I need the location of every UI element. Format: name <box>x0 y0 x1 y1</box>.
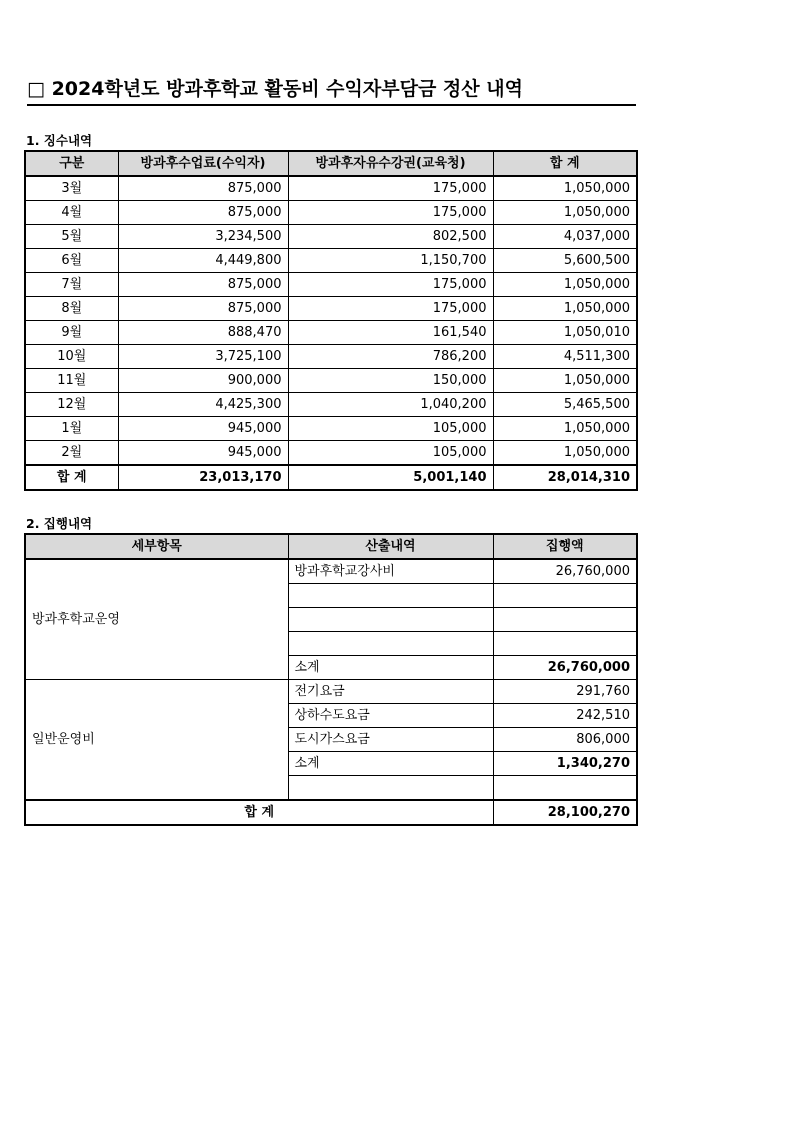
sum-cell: 5,600,500 <box>493 249 637 273</box>
calculation-cell <box>288 632 493 656</box>
voucher-cell: 175,000 <box>288 201 493 225</box>
header-tuition: 방과후수업료(수익자) <box>118 151 288 176</box>
tuition-cell: 945,000 <box>118 441 288 466</box>
voucher-cell: 150,000 <box>288 369 493 393</box>
table-row <box>25 417 637 441</box>
tuition-cell: 875,000 <box>118 176 288 201</box>
voucher-cell: 1,040,200 <box>288 393 493 417</box>
tuition-cell: 875,000 <box>118 273 288 297</box>
calculation-cell: 소계 <box>288 752 493 776</box>
execution-table <box>24 533 638 826</box>
month-cell: 6월 <box>25 249 118 273</box>
month-cell: 4월 <box>25 201 118 225</box>
tuition-cell: 875,000 <box>118 297 288 321</box>
header-detail-item: 세부항목 <box>25 534 288 559</box>
amount-cell: 26,760,000 <box>493 559 637 584</box>
tuition-cell: 4,449,800 <box>118 249 288 273</box>
tuition-cell: 945,000 <box>118 417 288 441</box>
header-sum: 합 계 <box>493 151 637 176</box>
total-label: 합 계 <box>25 800 493 825</box>
voucher-cell: 175,000 <box>288 176 493 201</box>
calculation-cell: 도시가스요금 <box>288 728 493 752</box>
total-sum: 28,014,310 <box>493 465 637 490</box>
tuition-cell: 3,725,100 <box>118 345 288 369</box>
header-category: 구분 <box>25 151 118 176</box>
amount-cell <box>493 776 637 801</box>
total-amount: 28,100,270 <box>493 800 637 825</box>
tuition-cell: 3,234,500 <box>118 225 288 249</box>
voucher-cell: 786,200 <box>288 345 493 369</box>
sum-cell: 1,050,000 <box>493 417 637 441</box>
table-row <box>25 225 637 249</box>
sum-cell: 5,465,500 <box>493 393 637 417</box>
table-row <box>25 176 637 201</box>
voucher-cell: 175,000 <box>288 297 493 321</box>
header-amount: 집행액 <box>493 534 637 559</box>
voucher-cell: 161,540 <box>288 321 493 345</box>
tuition-cell: 875,000 <box>118 201 288 225</box>
table-row <box>25 249 637 273</box>
table-row <box>25 201 637 225</box>
calculation-cell <box>288 608 493 632</box>
tuition-cell: 888,470 <box>118 321 288 345</box>
table-row <box>25 393 637 417</box>
month-cell: 3월 <box>25 176 118 201</box>
voucher-cell: 175,000 <box>288 273 493 297</box>
calculation-cell <box>288 776 493 801</box>
month-cell: 9월 <box>25 321 118 345</box>
calculation-cell: 소계 <box>288 656 493 680</box>
category-cell: 방과후학교운영 <box>25 559 288 680</box>
amount-cell: 26,760,000 <box>493 656 637 680</box>
sum-cell: 1,050,000 <box>493 273 637 297</box>
category-cell: 일반운영비 <box>25 680 288 801</box>
sum-cell: 1,050,000 <box>493 441 637 466</box>
collection-table <box>24 150 638 491</box>
page-title: □ 2024학년도 방과후학교 활동비 수익자부담금 정산 내역 <box>27 74 636 106</box>
total-voucher: 5,001,140 <box>288 465 493 490</box>
table-row <box>25 345 637 369</box>
collection-header-row <box>25 151 637 176</box>
table-row <box>25 297 637 321</box>
collection-total-row <box>25 465 637 490</box>
sum-cell: 1,050,000 <box>493 369 637 393</box>
calculation-cell: 전기요금 <box>288 680 493 704</box>
month-cell: 11월 <box>25 369 118 393</box>
sum-cell: 4,511,300 <box>493 345 637 369</box>
voucher-cell: 105,000 <box>288 417 493 441</box>
month-cell: 8월 <box>25 297 118 321</box>
voucher-cell: 105,000 <box>288 441 493 466</box>
amount-cell: 806,000 <box>493 728 637 752</box>
table-row <box>25 273 637 297</box>
tuition-cell: 4,425,300 <box>118 393 288 417</box>
voucher-cell: 802,500 <box>288 225 493 249</box>
table-row <box>25 680 637 704</box>
month-cell: 2월 <box>25 441 118 466</box>
calculation-cell: 방과후학교강사비 <box>288 559 493 584</box>
calculation-cell: 상하수도요금 <box>288 704 493 728</box>
amount-cell <box>493 632 637 656</box>
month-cell: 10월 <box>25 345 118 369</box>
voucher-cell: 1,150,700 <box>288 249 493 273</box>
total-label: 합 계 <box>25 465 118 490</box>
execution-section-title: 2. 집행내역 <box>26 516 93 531</box>
sum-cell: 1,050,000 <box>493 201 637 225</box>
table-row <box>25 441 637 466</box>
sum-cell: 1,050,000 <box>493 297 637 321</box>
month-cell: 7월 <box>25 273 118 297</box>
execution-total-row <box>25 800 637 825</box>
amount-cell: 1,340,270 <box>493 752 637 776</box>
table-row <box>25 369 637 393</box>
collection-section-title: 1. 징수내역 <box>26 133 93 148</box>
execution-header-row <box>25 534 637 559</box>
sum-cell: 4,037,000 <box>493 225 637 249</box>
tuition-cell: 900,000 <box>118 369 288 393</box>
amount-cell: 291,760 <box>493 680 637 704</box>
month-cell: 12월 <box>25 393 118 417</box>
sum-cell: 1,050,000 <box>493 176 637 201</box>
table-row <box>25 321 637 345</box>
amount-cell <box>493 608 637 632</box>
month-cell: 5월 <box>25 225 118 249</box>
amount-cell: 242,510 <box>493 704 637 728</box>
table-row <box>25 559 637 584</box>
header-voucher: 방과후자유수강권(교육청) <box>288 151 493 176</box>
month-cell: 1월 <box>25 417 118 441</box>
amount-cell <box>493 584 637 608</box>
sum-cell: 1,050,010 <box>493 321 637 345</box>
header-calculation: 산출내역 <box>288 534 493 559</box>
total-tuition: 23,013,170 <box>118 465 288 490</box>
calculation-cell <box>288 584 493 608</box>
